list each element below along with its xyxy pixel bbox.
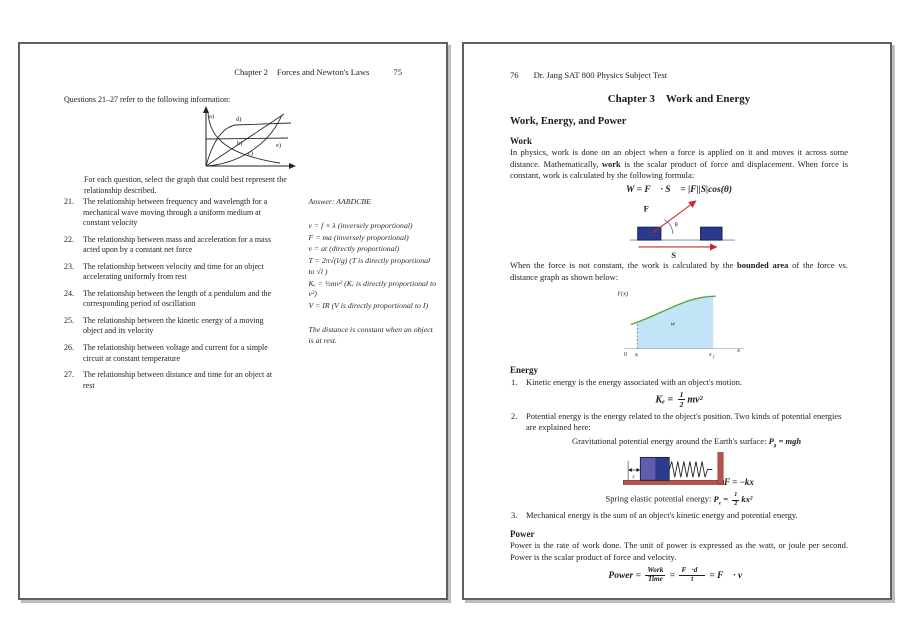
area-label: w [670, 320, 676, 328]
answer-note: T = 2π√(l/g) (T is directly proportional to √l ) [308, 256, 431, 276]
fraction-numerator: 1 [679, 389, 684, 399]
curve-b-linear [206, 114, 284, 166]
question-number: 23. [64, 261, 74, 271]
spring-force-formula: F = −kx [724, 477, 754, 488]
right-wall [718, 453, 723, 485]
gravity-symbol: P [768, 435, 774, 446]
question-number: 24. [64, 288, 74, 298]
spring-energy-line [510, 492, 848, 508]
fraction-denominator: 2 [679, 399, 684, 409]
answer-note: v = at (directly proportional) [308, 244, 400, 254]
fraction-numerator: F⃗·d⃗ [679, 567, 704, 576]
spring-block-highlight [641, 458, 656, 480]
question-text: The relationship between velocity and time for an object accelerating uniformly from rest [83, 261, 264, 282]
bounded-paragraph-bold: bounded area [737, 259, 789, 270]
question-22 [64, 235, 280, 256]
energy-item-1 [510, 377, 848, 388]
right-block [701, 227, 723, 240]
question-24 [64, 289, 280, 310]
fraction-numerator: 1 [732, 492, 739, 500]
work-heading: Work [510, 136, 533, 146]
xi-label: xᵢ [634, 352, 639, 359]
left-page [18, 42, 448, 600]
work-paragraph-a: In physics, work is done on an object when a force is applied on it and moves it across some distance. Mathematically, [510, 147, 848, 169]
instruction-text: For each question, select the graph that could best represent the relationship described. [84, 175, 287, 195]
xf-label-base: x [709, 352, 712, 359]
y-axis-label: F(x) [617, 290, 629, 298]
item-text: Potential energy is the energy related to the object's position. Two kinds of potential energies are explained here: [526, 410, 842, 433]
question-text: The relationship between frequency and wavelength for a mechanical wave moving through a uniform medium at constant velocity [83, 197, 268, 228]
answer-note: V = IR (V is directly proportional to I) [308, 301, 429, 310]
spring-figure [510, 450, 848, 490]
left-page-body [64, 197, 438, 397]
power-rhs: = F⃗ · v⃗ [706, 570, 750, 581]
angle-label: θ [674, 221, 678, 229]
energy-item-2 [510, 411, 848, 434]
page-number: 75 [393, 67, 402, 77]
right-page-header [510, 70, 848, 80]
question-text: The relationship between voltage and current for a simple circuit at constant temperature [83, 343, 268, 363]
force-distance-graph-svg [604, 285, 754, 359]
work-paragraph-b: is the scalar product of force and displacement. When force is constant, work is calculated by the following formula: [510, 158, 849, 181]
answer-note: v = f × λ (inversely proportional) [308, 220, 413, 230]
ke-lhs: Kₑ = [655, 393, 676, 405]
fraction-denominator: Time [647, 575, 663, 584]
gravity-formula [768, 435, 802, 449]
floor [623, 481, 724, 485]
question-text: The relationship between the kinetic energy of a moving object and its velocity [83, 315, 264, 336]
kinetic-energy-formula [510, 391, 848, 409]
question-text: The relationship between the length of a pendulum and the corresponding period of oscillation [83, 288, 272, 309]
energy-heading: Energy [510, 365, 538, 376]
question-26 [64, 343, 280, 364]
pe-fraction [732, 492, 739, 508]
work-paragraph-bold: work [601, 158, 621, 169]
fraction-denominator: t [691, 575, 694, 584]
force-label: F⃗ [643, 203, 656, 214]
question-27 [64, 370, 280, 391]
curve-a-label: a) [209, 113, 215, 120]
power-paragraph: Power is the rate of work done. The unit of power is expressed as the watt, or joule per second. Power is the scalar product of force and velocity. [510, 540, 848, 562]
answer-note: Kₑ = ½mv² (Kₑ is directly proportional to v²) [308, 278, 437, 299]
item-number: 3. [511, 509, 518, 520]
ke-fraction [678, 391, 686, 409]
arrow-left-head-icon [628, 468, 632, 472]
bounded-paragraph-a: When the force is not constant, the work is calculated by the [510, 259, 738, 270]
chapter-title: Forces and Newton's Laws [276, 67, 370, 77]
chapter-title: Work and Energy [665, 93, 751, 105]
xf-label-sub: f [713, 354, 715, 360]
ke-rhs: mv² [687, 393, 703, 405]
right-page [462, 42, 892, 600]
answer-footnote: The distance is constant when an object is at rest. [308, 324, 433, 345]
displacement-label: S⃗ [671, 250, 683, 259]
spring-energy-formula [713, 491, 753, 507]
section-heading: Work, Energy, and Power [510, 116, 627, 127]
pe-rhs: kx² [741, 493, 753, 504]
chapter-heading [510, 93, 848, 105]
question-number: 21. [64, 197, 74, 206]
right-page-body [464, 44, 890, 598]
question-25 [64, 316, 280, 337]
pe-symbol: P [713, 493, 719, 504]
left-page-header [234, 67, 402, 77]
spring-x-label: x [632, 475, 635, 481]
x-axis-arrow-icon [289, 163, 296, 169]
item-number: 1. [511, 377, 518, 388]
question-number: 22. [64, 234, 74, 244]
answer-key: Answer: AABDCBE [308, 197, 371, 206]
power-heading: Power [510, 529, 535, 540]
power-fraction-1 [645, 567, 665, 584]
curve-c-label: c) [248, 150, 254, 157]
spring-coil [669, 462, 712, 478]
pe-subscript: e [718, 500, 722, 507]
origin-label: 0 [624, 352, 627, 359]
question-21 [64, 197, 280, 229]
curve-b-label: b) [237, 140, 243, 147]
power-lhs: Power = [608, 570, 644, 581]
bounded-paragraph-b: of the force vs. distance graph as shown below: [510, 259, 848, 282]
relationship-graph-svg [192, 105, 297, 171]
gravity-subscript: g [773, 442, 777, 449]
question-list [64, 197, 280, 397]
fraction-numerator: Work [645, 567, 665, 576]
relationship-graph-figure [192, 105, 297, 176]
question-text: The relationship between distance and time for an object at rest [83, 370, 273, 390]
chapter-label: Chapter 3 [607, 93, 655, 105]
curve-e-label: e) [276, 142, 282, 149]
book-title: Dr. Jang SAT 800 Physics Subject Test [533, 70, 668, 80]
gravitational-energy-line [510, 436, 848, 449]
work-paragraph [510, 147, 848, 182]
fraction-denominator: 2 [734, 500, 738, 507]
arrow-right-head-icon [637, 468, 641, 472]
chapter-label: Chapter 2 [234, 67, 268, 77]
gravity-text: Gravitational potential energy around the Earth's surface: [572, 435, 769, 446]
question-number: 27. [64, 370, 74, 380]
force-distance-graph-figure [510, 285, 848, 359]
x-axis-label: x [737, 348, 740, 355]
work-figure [510, 197, 848, 259]
question-text: The relationship between mass and acceleration for a mass acted upon by a constant net force [83, 234, 271, 255]
energy-item-3 [510, 510, 848, 521]
questions-intro: Questions 21–27 refer to the following information: [64, 95, 231, 104]
item-text: Mechanical energy is the sum of an object's kinetic energy and potential energy. [526, 509, 798, 520]
pe-equals: = [721, 493, 731, 504]
page-number: 76 [510, 70, 519, 80]
power-fraction-2 [679, 567, 704, 584]
question-number: 25. [64, 315, 74, 325]
bounded-area-shade [637, 296, 713, 349]
item-number: 2. [511, 410, 518, 421]
question-23 [64, 262, 280, 283]
power-formula [510, 567, 848, 584]
answer-note: F = ma (inversely proportional) [308, 232, 409, 242]
power-equals: = [667, 570, 678, 581]
answer-column [308, 197, 438, 346]
bounded-area-paragraph [510, 260, 848, 283]
item-text: Kinetic energy is the energy associated with an object's motion. [526, 377, 743, 388]
y-axis-arrow-icon [203, 106, 209, 113]
work-figure-svg [614, 197, 744, 259]
force-arrow [652, 201, 695, 233]
spring-energy-text: Spring elastic potential energy: [605, 493, 714, 504]
spring-figure-svg [618, 450, 740, 490]
curve-d-label: d) [236, 116, 242, 123]
gravity-rhs: = mgh [776, 435, 802, 446]
work-formula: W = F⃗ · S⃗ = |F||S|cos(θ) [625, 184, 733, 195]
question-number: 26. [64, 343, 74, 353]
